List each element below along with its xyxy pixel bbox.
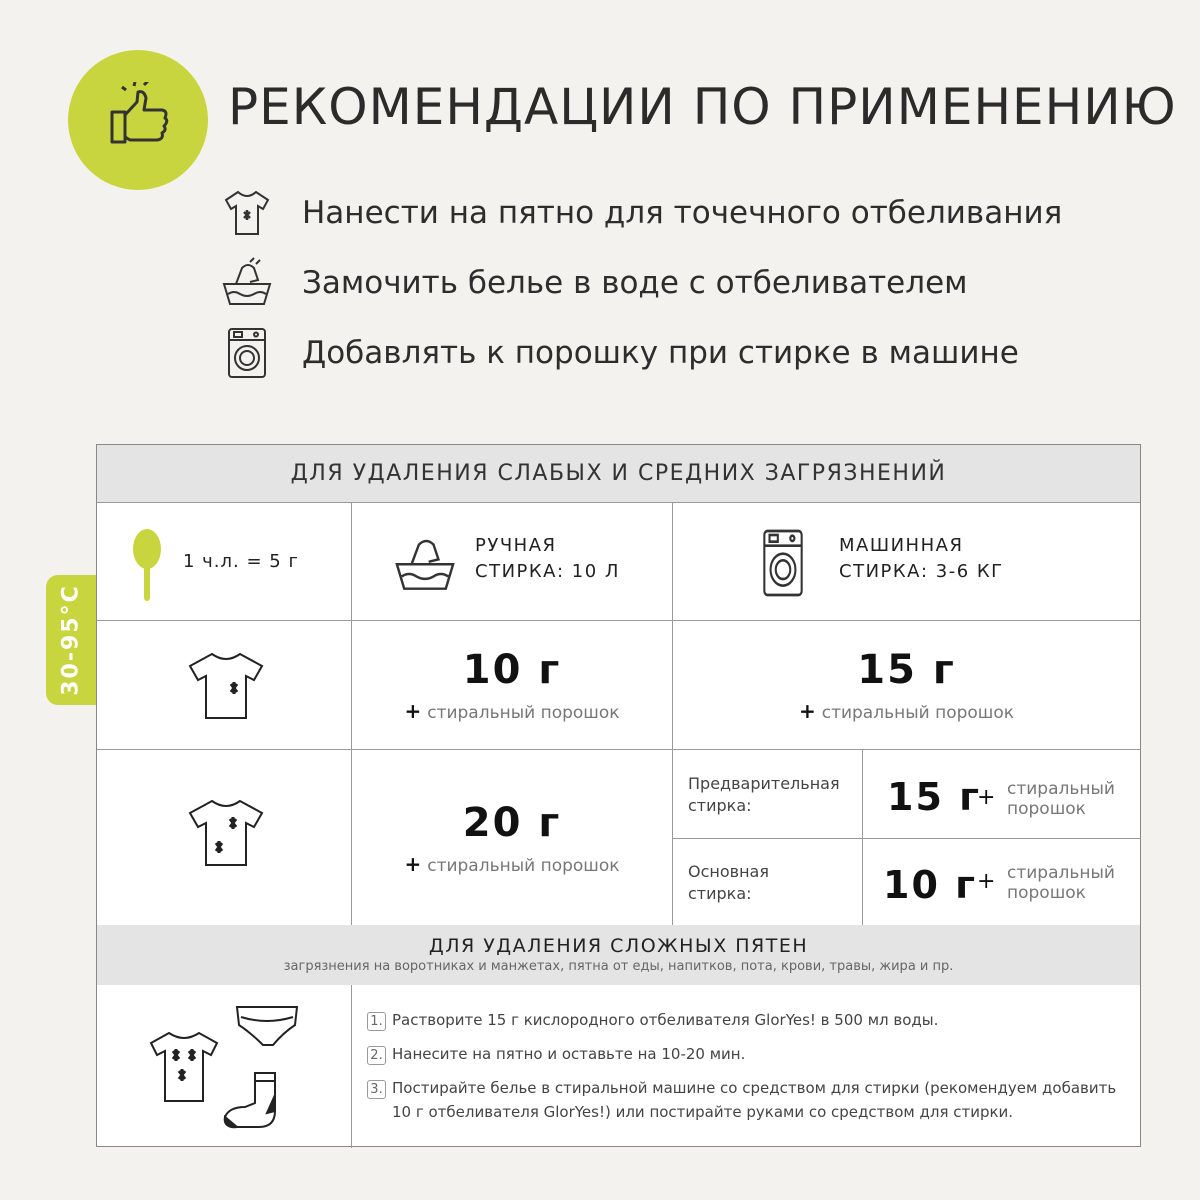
divider	[672, 838, 1140, 839]
section1-header: ДЛЯ УДАЛЕНИЯ СЛАБЫХ И СРЕДНИХ ЗАГРЯЗНЕНИЙ	[97, 445, 1140, 502]
powder-note	[799, 699, 1014, 723]
section2-subtitle: загрязнения на воротниках и манжетах, пятна от еды, напитков, пота, крови, травы, жира и пр.	[283, 959, 954, 974]
tshirt-heavy-stain-icon	[184, 797, 268, 869]
main-wash-label: Основная стирка:	[688, 862, 769, 903]
divider	[351, 985, 352, 1148]
plus-sign: +	[404, 851, 422, 876]
machine-wash-line2: СТИРКА: 3-6 КГ	[839, 561, 1004, 582]
divider	[862, 749, 863, 925]
washing-machine-icon	[755, 527, 811, 599]
hand-wash-line1: РУЧНАЯ	[475, 535, 557, 556]
divider	[97, 502, 1140, 503]
tshirt-stain-icon	[220, 186, 274, 240]
powder-note	[1007, 863, 1115, 903]
plus-sign: +	[977, 785, 996, 810]
plus-sign: +	[404, 699, 422, 723]
prewash-label: Предварительная стирка:	[688, 774, 840, 815]
machine-wash-label	[839, 533, 1004, 585]
step-text: Растворите 15 г кислородного отбеливателя GlorYes! в 500 мл воды.	[392, 1011, 939, 1029]
powder-text: стиральный порошок	[427, 855, 620, 876]
powder-text: стиральный порошок	[427, 703, 620, 723]
sock-icon	[225, 1073, 275, 1127]
powder-line1: стиральный	[1007, 863, 1115, 883]
temperature-label: 30-95°C	[58, 584, 84, 696]
laundry-items-icon	[147, 1003, 337, 1133]
powder-note	[404, 852, 619, 876]
plus-sign: +	[977, 869, 996, 894]
dosage-table	[96, 444, 1141, 1147]
step-text: Постирайте белье в стиральной машине со средством для стирки (рекомендуем добавить 10 г отбеливателя GlorYes!) или постирайте руками со средством для стирки.	[392, 1079, 1117, 1121]
powder-line1: стиральный	[1007, 779, 1115, 799]
underwear-icon	[237, 1007, 297, 1045]
light-hand-cell	[352, 621, 672, 749]
instruction-step	[367, 1042, 1127, 1066]
recommendation-text: Добавлять к порошку при стирке в машине	[302, 335, 1019, 371]
powder-text: стиральный порошок	[821, 703, 1015, 723]
step-number: 1.	[367, 1012, 386, 1031]
tshirt-light-stain-icon	[184, 650, 268, 722]
hand-wash-label	[475, 533, 620, 585]
basin-soak-icon	[392, 530, 458, 596]
thumbs-up-icon	[104, 82, 174, 152]
washing-machine-icon	[220, 326, 274, 380]
recommendation-item	[220, 323, 1140, 383]
recommendation-item	[220, 183, 1140, 243]
powder-note	[404, 699, 619, 723]
spoon-icon	[127, 527, 167, 603]
tshirt-icon	[151, 1033, 217, 1101]
section2-title: ДЛЯ УДАЛЕНИЯ СЛОЖНЫХ ПЯТЕН	[428, 935, 809, 957]
step-number: 3.	[367, 1080, 386, 1099]
prewash-amount: 15 г	[887, 775, 981, 819]
powder-note	[1007, 779, 1115, 819]
measure-label: 1 ч.л. = 5 г	[183, 551, 299, 572]
powder-line2: порошок	[1007, 883, 1086, 903]
step-text: Нанесите на пятно и оставьте на 10-20 мин.	[392, 1045, 746, 1063]
plus-sign: +	[798, 699, 816, 723]
basin-soak-icon	[220, 256, 274, 310]
page-title: РЕКОМЕНДАЦИИ ПО ПРИМЕНЕНИЮ	[228, 78, 1177, 136]
section2-header	[97, 925, 1140, 985]
light-machine-cell	[673, 621, 1140, 749]
recommendation-text: Нанести на пятно для точечного отбеливания	[302, 195, 1063, 231]
temperature-badge	[46, 575, 96, 705]
machine-wash-line1: МАШИННАЯ	[839, 535, 964, 556]
main-wash-amount: 10 г	[883, 863, 977, 907]
heavy-hand-amount: 20 г	[462, 799, 562, 846]
light-machine-amount: 15 г	[857, 647, 956, 693]
recommendation-text: Замочить белье в воде с отбеливателем	[302, 265, 968, 301]
instruction-step	[367, 1008, 1127, 1032]
hand-wash-line2: СТИРКА: 10 Л	[475, 561, 620, 582]
recommendation-item	[220, 253, 1140, 313]
step-number: 2.	[367, 1046, 386, 1065]
light-hand-amount: 10 г	[462, 647, 562, 693]
instruction-step	[367, 1076, 1127, 1124]
heavy-hand-cell	[352, 750, 672, 925]
powder-line2: порошок	[1007, 799, 1086, 819]
